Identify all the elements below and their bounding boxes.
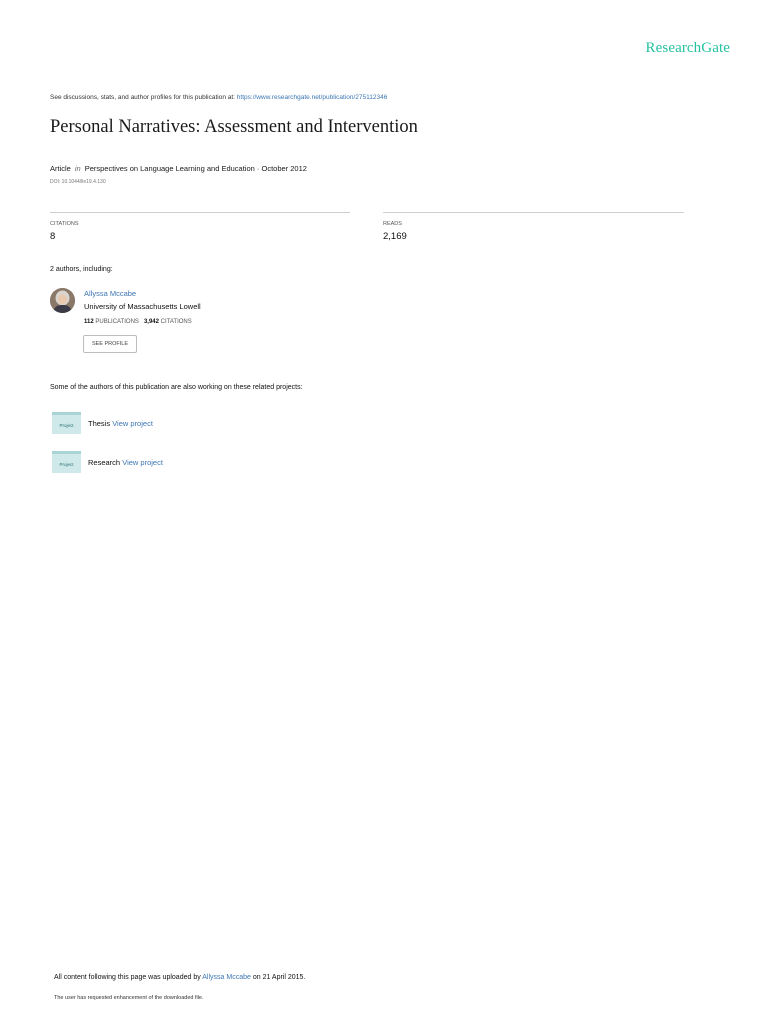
author-publications-count: 112 xyxy=(84,319,94,325)
author-publications-label: PUBLICATIONS xyxy=(95,319,139,325)
discussion-line xyxy=(50,94,387,101)
upload-suffix: on 21 April 2015. xyxy=(250,974,306,981)
reads-label: READS xyxy=(383,221,402,227)
view-project-link[interactable]: View project xyxy=(122,458,163,467)
view-project-link[interactable]: View project xyxy=(112,419,153,428)
citations-label: CITATIONS xyxy=(50,221,79,227)
reads-value: 2,169 xyxy=(383,231,407,242)
in-word: in xyxy=(74,164,81,173)
upload-prefix: All content following this page was uploaded by xyxy=(54,974,203,981)
project-name: Research xyxy=(88,458,121,467)
citations-divider xyxy=(50,212,350,213)
publication-type: Article xyxy=(50,164,71,173)
author-stats xyxy=(84,319,192,325)
author-name-link[interactable]: Allyssa Mccabe xyxy=(84,289,137,298)
doi: DOI: 10.1044/lle19.4.130 xyxy=(50,179,106,185)
publication-meta xyxy=(50,164,307,173)
citations-value: 8 xyxy=(50,231,56,242)
author-citations-label: CITATIONS xyxy=(160,319,192,325)
project-folder-icon[interactable]: Project xyxy=(52,412,81,434)
author-institution: University of Massachusetts Lowell xyxy=(84,302,201,311)
project-item xyxy=(88,419,153,428)
publication-url-link[interactable]: https://www.researchgate.net/publication/275112346 xyxy=(236,94,388,101)
author-avatar[interactable] xyxy=(50,288,75,313)
author-citations-count: 3,942 xyxy=(143,319,159,325)
related-projects-heading: Some of the authors of this publication are also working on these related projects: xyxy=(50,384,303,391)
uploader-link[interactable]: Allyssa Mccabe xyxy=(202,974,251,981)
researchgate-logo[interactable]: ResearchGate xyxy=(645,40,730,56)
project-folder-icon[interactable]: Project xyxy=(52,451,81,473)
project-item xyxy=(88,458,163,467)
enhancement-note: The user has requested enhancement of the downloaded file. xyxy=(54,995,204,1001)
reads-divider xyxy=(383,212,684,213)
discussion-text: See discussions, stats, and author profiles for this publication at: xyxy=(50,94,237,101)
authors-heading: 2 authors, including: xyxy=(50,266,113,273)
project-name: Thesis xyxy=(88,419,111,428)
publication-title: Personal Narratives: Assessment and Intervention xyxy=(50,117,418,137)
see-profile-button[interactable]: SEE PROFILE xyxy=(83,335,137,353)
journal-name[interactable]: Perspectives on Language Learning and Education · October 2012 xyxy=(84,164,307,173)
avatar-portrait-icon xyxy=(50,288,75,313)
upload-info xyxy=(54,974,305,981)
